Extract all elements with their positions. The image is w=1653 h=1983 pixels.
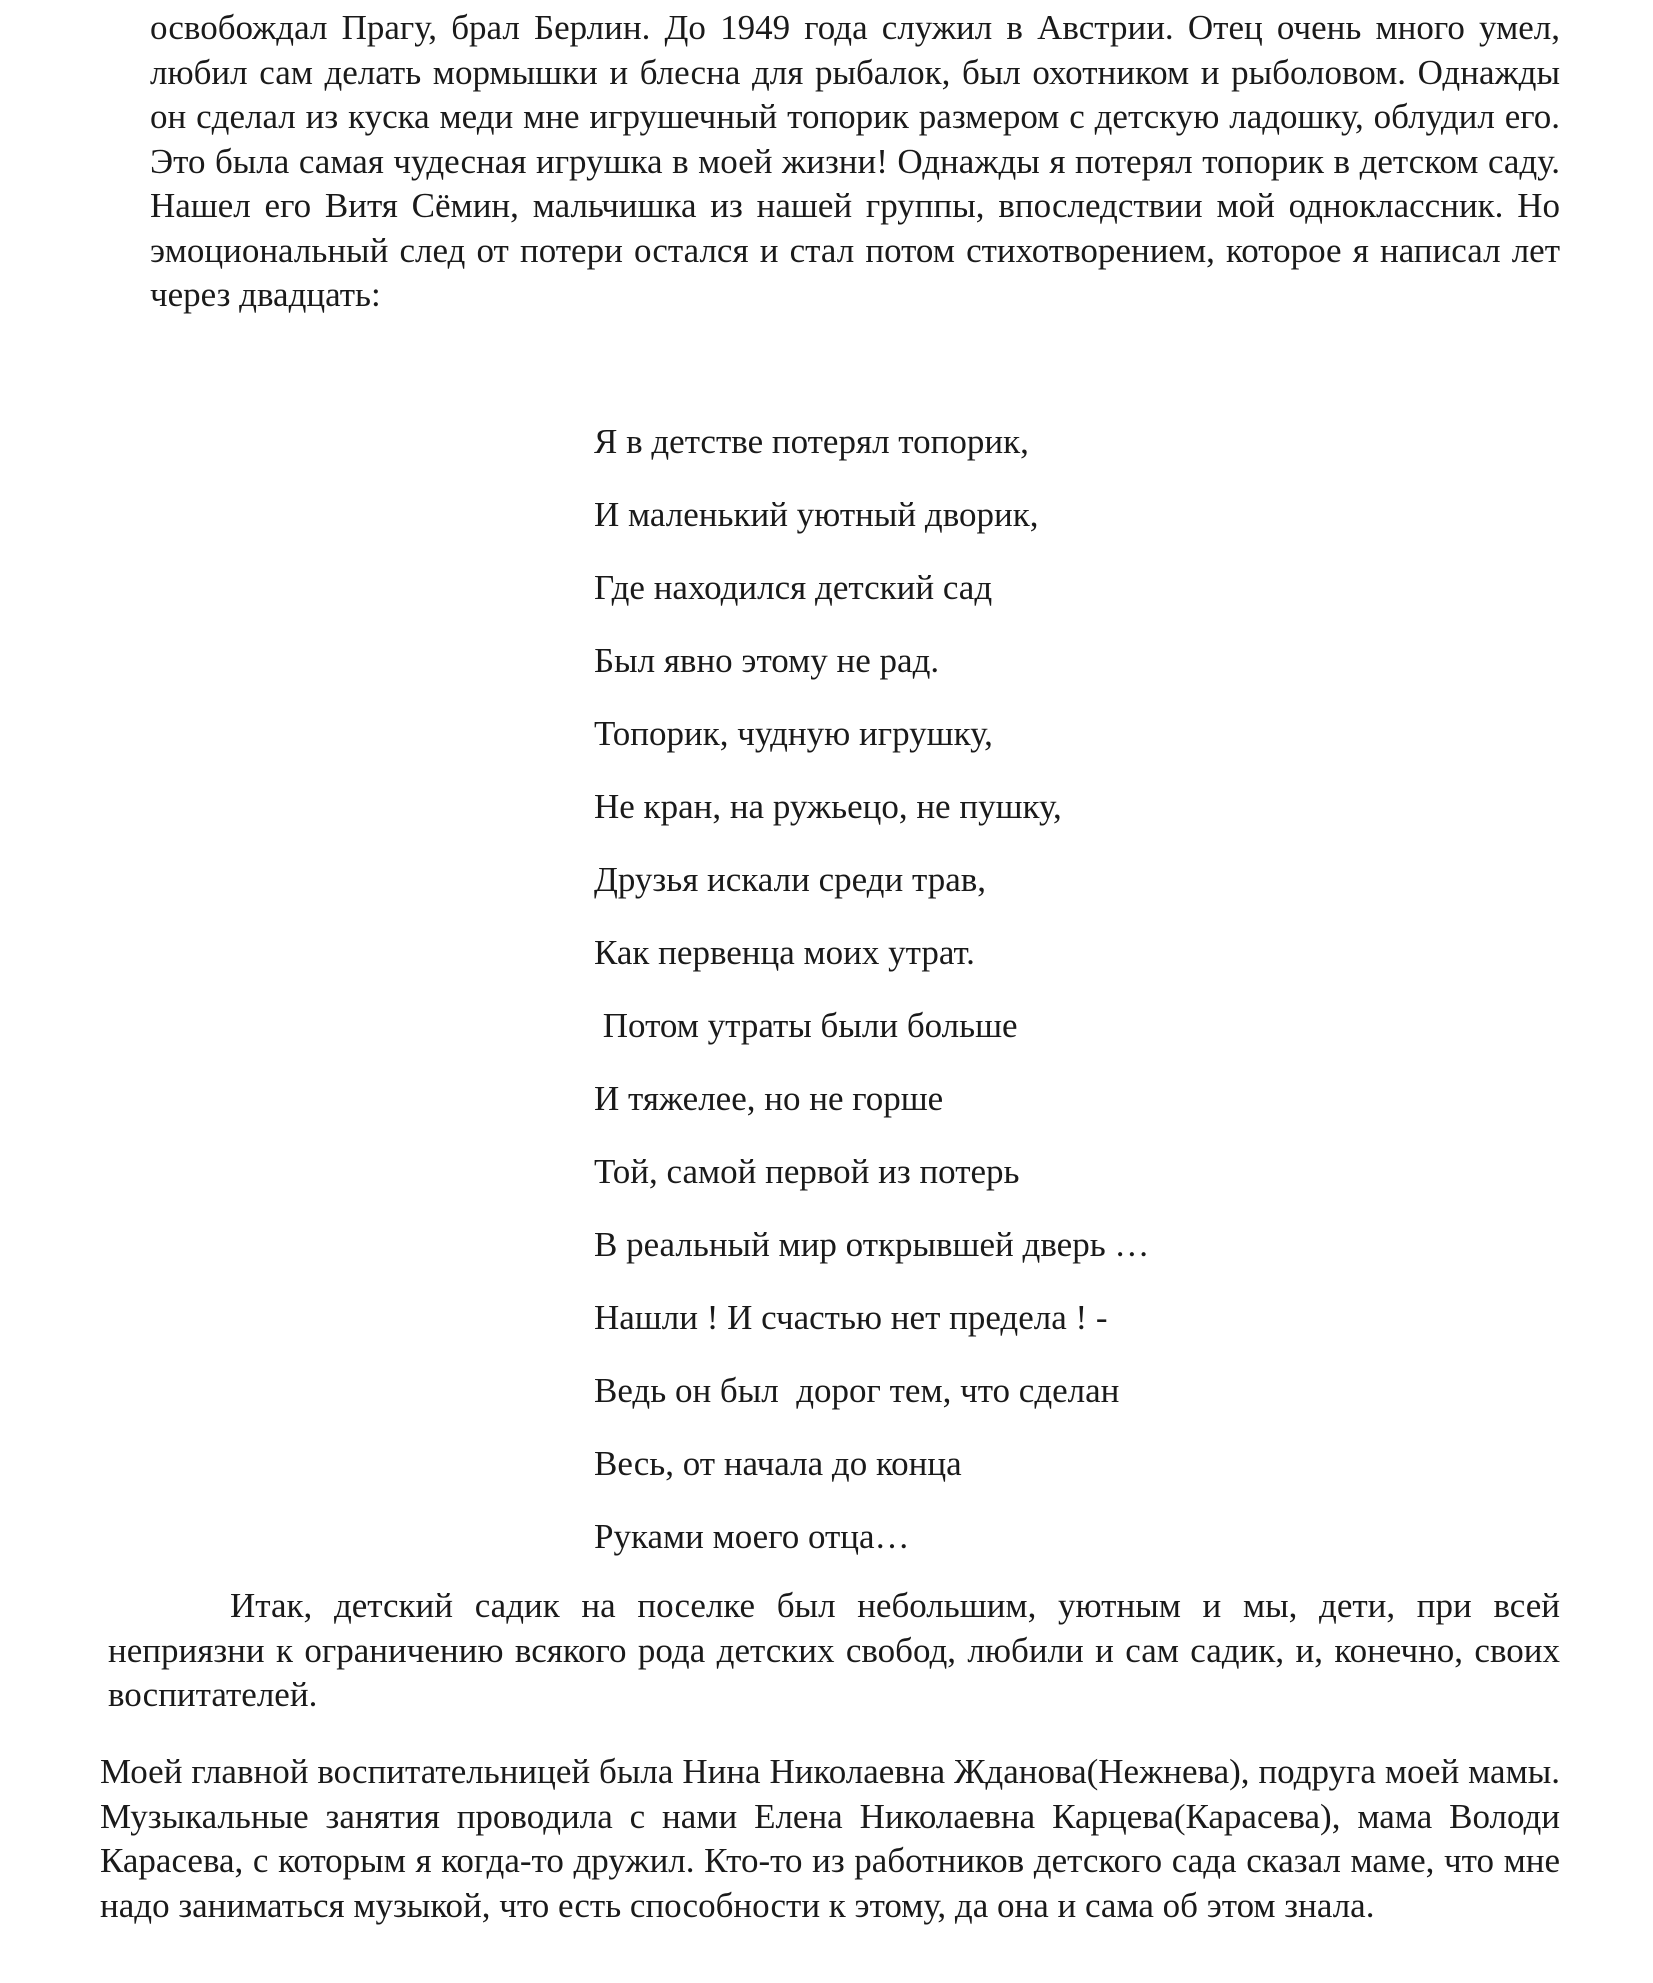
poem-line: Был явно этому не рад. (594, 641, 940, 680)
poem-line: Друзья искали среди трав, (594, 860, 987, 899)
poem-line: И маленький уютный дворик, (594, 495, 1039, 534)
poem-line: Потом утраты были больше (594, 1006, 1018, 1045)
poem-line: Весь, от начала до конца (594, 1444, 962, 1483)
poem-line: И тяжелее, но не горше (594, 1079, 944, 1118)
paragraph-father-story: освобождал Прагу, брал Берлин. До 1949 года служил в Австрии. Отец очень много умел, любил сам делать мормышки и блесна для рыбалок, был охотником и рыболовом. Однажды он сделал из куска меди мне игрушечный топорик размером с детскую ладошку, облудил его. Это была самая чудесная игрушка в моей жизни! Однажды я потерял топорик в детском саду. Нашел его Витя Сёмин, мальчишка из нашей группы, впоследствии мой одноклассник. Но эмоциональный след от потери остался и стал потом стихотворением, которое я написал лет через двадцать: (150, 8, 1560, 314)
poem-line: Топорик, чудную игрушку, (594, 714, 993, 753)
poem-line: Я в детстве потерял топорик, (594, 422, 1029, 461)
poem-line: Ведь он был дорог тем, что сделан (594, 1371, 1120, 1410)
poem-line: Как первенца моих утрат. (594, 933, 975, 972)
paragraph-kindergarten: Итак, детский садик на поселке был небольшим, уютным и мы, дети, при всей неприязни к ограничению всякого рода детских свобод, любили и сам садик, и, конечно, своих воспитателей. (108, 1586, 1560, 1714)
poem-line: Где находился детский сад (594, 568, 993, 607)
poem-line: Руками моего отца… (594, 1517, 910, 1556)
poem-line: Не кран, на ружьецо, не пушку, (594, 787, 1062, 826)
poem-line: Той, самой первой из потерь (594, 1152, 1020, 1191)
paragraph-teachers: Моей главной воспитательницей была Нина Николаевна Жданова(Нежнева), подруга моей мамы. Музыкальные занятия проводила с нами Елена Николаевна Карцева(Карасева), мама Володи Карасева, с которым я когда-то дружил. Кто-то из работников детского сада сказал маме, что мне надо заниматься музыкой, что есть способности к этому, да она и сама об этом знала. (100, 1752, 1560, 1925)
poem (594, 420, 1149, 1588)
poem-line: В реальный мир открывшей дверь … (594, 1225, 1150, 1264)
poem-line: Нашли ! И счастью нет предела ! - (594, 1298, 1108, 1337)
